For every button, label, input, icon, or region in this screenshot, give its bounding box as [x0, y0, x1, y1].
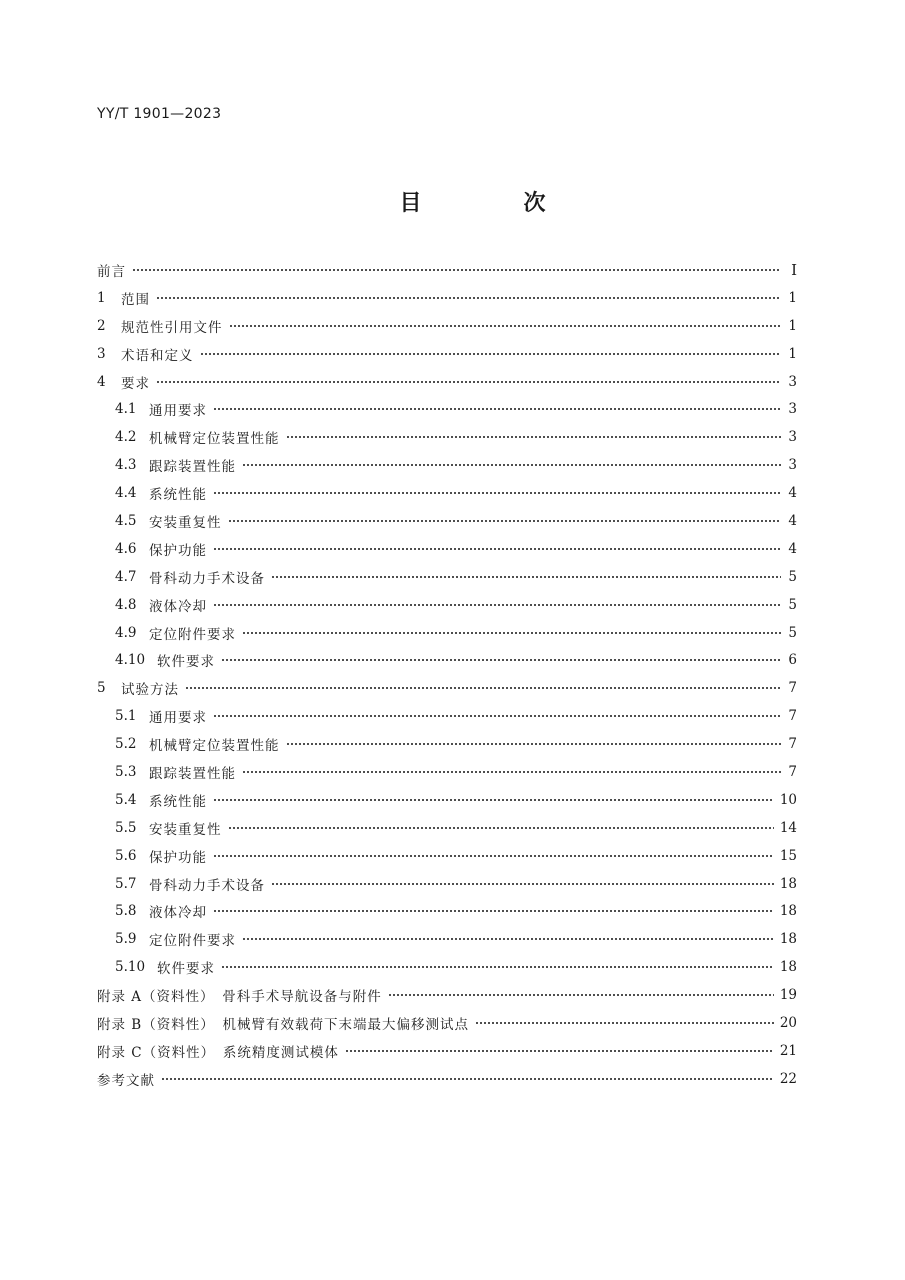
toc-entry-page: 1	[788, 345, 797, 362]
toc-entry[interactable]	[97, 730, 797, 758]
dot-leader	[242, 464, 781, 466]
toc-entry[interactable]	[97, 953, 797, 981]
dot-leader	[161, 1078, 774, 1080]
toc-entry-number: 5.1	[115, 708, 137, 725]
dot-leader	[345, 1050, 774, 1052]
toc-entry-number: 5.10	[115, 959, 146, 976]
toc-entry-page: 15	[779, 847, 797, 864]
toc-entry-page: 18	[779, 931, 797, 948]
toc-entry[interactable]	[97, 646, 797, 674]
toc-entry-label: 规范性引用文件	[121, 319, 223, 336]
toc-entry-number: 1	[97, 289, 106, 306]
toc-entry-number: 5.9	[115, 931, 137, 948]
toc-entry-number: 5.6	[115, 847, 137, 864]
toc-entry[interactable]	[97, 981, 797, 1009]
toc-entry-label: 系统性能	[149, 793, 207, 810]
toc-entry-label: 试验方法	[121, 682, 179, 699]
toc-entry-number: 4.8	[115, 596, 137, 613]
toc-entry[interactable]	[97, 1065, 797, 1093]
toc-entry[interactable]	[97, 312, 797, 340]
toc-entry-label: 安装重复性	[149, 514, 222, 531]
toc-entry-page: 18	[779, 875, 797, 892]
toc-entry-label: 机械臂定位装置性能	[149, 431, 280, 448]
toc-entry-number: 4.6	[115, 540, 137, 557]
toc-entry-label: 通用要求	[149, 710, 207, 727]
toc-entry-page: 22	[779, 1070, 797, 1087]
toc-entry-page: 7	[788, 736, 797, 753]
toc-entry-page: 3	[788, 373, 797, 390]
toc-entry[interactable]	[97, 507, 797, 535]
toc-entry-label: 跟踪装置性能	[149, 765, 236, 782]
toc-entry-label: 软件要求	[157, 961, 215, 978]
toc-entry-page: 1	[788, 317, 797, 334]
toc-entry-number: 4.7	[115, 568, 137, 585]
toc-entry-label: 参考文献	[97, 1072, 155, 1089]
toc-entry-number: 4.1	[115, 401, 137, 418]
toc-entry[interactable]	[97, 395, 797, 423]
toc-entry-label: 骨科动力手术设备	[149, 877, 265, 894]
toc-entry-page: 7	[788, 763, 797, 780]
page-title: 目 次	[399, 191, 586, 216]
dot-leader	[242, 632, 781, 634]
toc-entry-label: 前言	[97, 263, 126, 280]
toc-entry-label: 定位附件要求	[149, 626, 236, 643]
toc-entry[interactable]	[97, 1009, 797, 1037]
toc-entry[interactable]	[97, 368, 797, 396]
toc-entry-number: 5.2	[115, 736, 137, 753]
dot-leader	[388, 994, 774, 996]
toc-entry-label: 机械臂定位装置性能	[149, 738, 280, 755]
toc-entry-label: 跟踪装置性能	[149, 459, 236, 476]
toc-entry-page: 7	[788, 680, 797, 697]
toc-entry-page: 4	[788, 540, 797, 557]
dot-leader	[213, 715, 781, 717]
toc-entry-page: 5	[788, 624, 797, 641]
toc-entry[interactable]	[97, 479, 797, 507]
dot-leader	[200, 353, 782, 355]
dot-leader	[185, 687, 781, 689]
toc-entry-page: 3	[788, 457, 797, 474]
toc-entry-number: 4.3	[115, 457, 137, 474]
toc-entry-page: 18	[779, 959, 797, 976]
toc-entry-number: 5	[97, 680, 106, 697]
toc-entry-label: 液体冷却	[149, 598, 207, 615]
toc-entry[interactable]	[97, 535, 797, 563]
dot-leader	[213, 855, 774, 857]
toc-entry-label: 软件要求	[157, 654, 215, 671]
toc-entry[interactable]	[97, 758, 797, 786]
toc-entry[interactable]	[97, 897, 797, 925]
toc-entry-number: 5.3	[115, 763, 137, 780]
dot-leader	[213, 604, 781, 606]
dot-leader	[286, 743, 782, 745]
toc-entry-label: 液体冷却	[149, 905, 207, 922]
toc-entry-page: 6	[788, 652, 797, 669]
dot-leader	[286, 436, 782, 438]
toc-entry-label: 术语和定义	[121, 347, 194, 364]
toc-entry[interactable]	[97, 814, 797, 842]
toc-entry-label: 骨科动力手术设备	[149, 570, 265, 587]
dot-leader	[213, 408, 781, 410]
toc-entry-number: 4.5	[115, 512, 137, 529]
toc-entry-number: 4.10	[115, 652, 146, 669]
dot-leader	[271, 576, 781, 578]
toc-entry-number: 5.8	[115, 903, 137, 920]
dot-leader	[213, 910, 774, 912]
dot-leader	[213, 799, 774, 801]
toc-entry-page: 10	[779, 791, 797, 808]
toc-entry-number: 5.7	[115, 875, 137, 892]
toc-entry-label: 通用要求	[149, 403, 207, 420]
toc-entry-label: 安装重复性	[149, 821, 222, 838]
toc-entry[interactable]	[97, 619, 797, 647]
dot-leader	[229, 325, 782, 327]
dot-leader	[228, 520, 782, 522]
toc-entry-page: 5	[788, 596, 797, 613]
table-of-contents	[97, 256, 797, 1093]
toc-entry-page: 18	[779, 903, 797, 920]
toc-entry[interactable]	[97, 674, 797, 702]
toc-entry-number: 5.4	[115, 791, 137, 808]
toc-entry[interactable]	[97, 340, 797, 368]
dot-leader	[221, 966, 774, 968]
toc-entry-page: Ⅰ	[791, 260, 797, 279]
dot-leader	[156, 381, 781, 383]
toc-entry[interactable]	[97, 563, 797, 591]
toc-entry[interactable]	[97, 284, 797, 312]
standard-number: YY/T 1901—2023	[97, 106, 222, 122]
toc-entry-page: 21	[779, 1042, 797, 1059]
dot-leader	[242, 771, 781, 773]
toc-entry-number: 4.4	[115, 485, 137, 502]
toc-entry-number: 5.5	[115, 819, 137, 836]
toc-entry-page: 14	[779, 819, 797, 836]
dot-leader	[475, 1022, 774, 1024]
toc-entry-page: 3	[788, 429, 797, 446]
toc-entry-number: 4.9	[115, 624, 137, 641]
dot-leader	[271, 883, 774, 885]
toc-entry[interactable]	[97, 591, 797, 619]
dot-leader	[228, 827, 774, 829]
toc-entry-label: 保护功能	[149, 542, 207, 559]
toc-entry[interactable]	[97, 786, 797, 814]
toc-entry-label: 附录 A（资料性） 骨科手术导航设备与附件	[97, 989, 382, 1006]
dot-leader	[213, 492, 781, 494]
toc-entry-number: 2	[97, 317, 106, 334]
dot-leader	[242, 938, 774, 940]
toc-entry-label: 要求	[121, 375, 150, 392]
toc-entry-page: 4	[788, 512, 797, 529]
toc-entry[interactable]	[97, 1037, 797, 1065]
toc-entry-label: 范围	[121, 291, 150, 308]
toc-entry[interactable]	[97, 451, 797, 479]
toc-entry-label: 定位附件要求	[149, 933, 236, 950]
toc-entry[interactable]	[97, 256, 797, 284]
toc-entry[interactable]	[97, 870, 797, 898]
toc-entry-page: 7	[788, 708, 797, 725]
dot-leader	[132, 269, 781, 271]
toc-entry-page: 1	[788, 289, 797, 306]
toc-entry-label: 保护功能	[149, 849, 207, 866]
toc-entry-page: 3	[788, 401, 797, 418]
toc-entry-number: 4.2	[115, 429, 137, 446]
toc-entry-page: 20	[779, 1014, 797, 1031]
toc-entry-number: 3	[97, 345, 106, 362]
toc-entry[interactable]	[97, 925, 797, 953]
toc-entry-page: 4	[788, 485, 797, 502]
toc-entry-label: 附录 C（资料性） 系统精度测试模体	[97, 1044, 339, 1061]
toc-entry-page: 19	[779, 987, 797, 1004]
toc-entry[interactable]	[97, 702, 797, 730]
toc-entry-label: 附录 B（资料性） 机械臂有效载荷下末端最大偏移测试点	[97, 1016, 469, 1033]
toc-entry[interactable]	[97, 842, 797, 870]
dot-leader	[213, 548, 781, 550]
toc-entry-label: 系统性能	[149, 487, 207, 504]
dot-leader	[156, 297, 781, 299]
dot-leader	[221, 659, 781, 661]
toc-entry-number: 4	[97, 373, 106, 390]
toc-entry[interactable]	[97, 423, 797, 451]
toc-entry-page: 5	[788, 568, 797, 585]
